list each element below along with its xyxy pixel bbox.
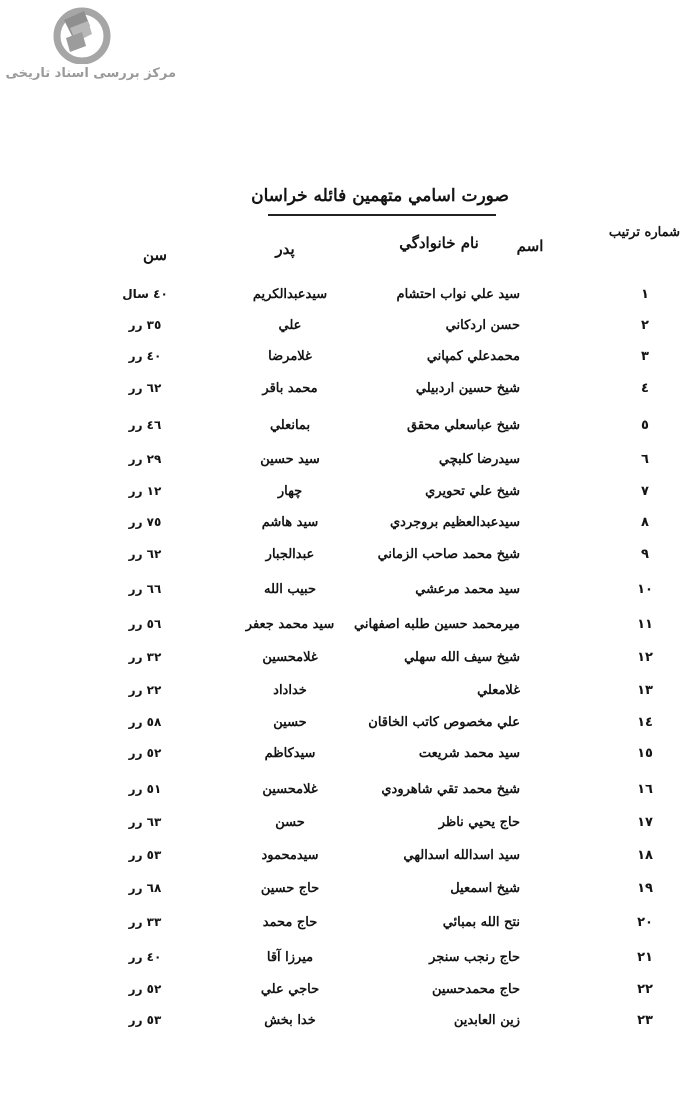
row-father: سيدکاظم: [264, 746, 316, 761]
row-name: سيدعبدالعظيم بروجردي: [390, 515, 520, 530]
row-name: شيخ محمد تقي شاهرودي: [381, 782, 520, 797]
table-row: [0, 950, 700, 974]
row-age: ٤٠ رر: [128, 950, 162, 964]
row-age: ٥٢ رر: [128, 746, 162, 760]
row-father: سيد حسين: [260, 452, 320, 467]
row-age: ٣٥ رر: [128, 318, 162, 332]
table-row: [0, 515, 700, 539]
row-father: ميرزا آقا: [266, 950, 314, 965]
row-name: حاج يحيي ناظر: [438, 815, 520, 830]
row-number: ١٦: [637, 782, 653, 797]
row-age: ٥١ رر: [128, 782, 162, 796]
archive-logo-icon: [50, 6, 114, 64]
column-header-family: نام خانوادگي: [399, 234, 479, 252]
row-age: ٥٨ رر: [128, 715, 162, 729]
row-age: ١٢ رر: [128, 484, 162, 498]
row-father: بمانعلي: [269, 418, 311, 433]
row-father: عبدالجبار: [265, 547, 315, 562]
row-number: ٢٣: [637, 1013, 653, 1028]
table-row: [0, 287, 700, 311]
row-name: شيخ علي تحويري: [425, 484, 520, 499]
row-father: خداداد: [273, 683, 307, 698]
row-number: ٢: [641, 318, 649, 333]
row-name: سيد محمد شريعت: [418, 746, 520, 761]
row-age: ٤٦ رر: [128, 418, 162, 432]
row-name: سيد علي نواب احتشام: [396, 287, 520, 302]
row-age: ٧٥ رر: [128, 515, 162, 529]
table-row: [0, 349, 700, 373]
row-number: ١١: [637, 617, 653, 632]
document-title: صورت اسامي متهمين فائله خراسان: [251, 186, 509, 206]
table-row: [0, 650, 700, 674]
column-header-name: اسم: [516, 237, 544, 255]
table-row: [0, 683, 700, 707]
row-name: حاج رنجب سنجر: [429, 950, 520, 965]
row-age: ٥٦ رر: [128, 617, 162, 631]
row-number: ٦: [641, 452, 649, 467]
table-row: [0, 484, 700, 508]
row-number: ١٨: [637, 848, 653, 863]
row-name: محمدعلي کمپاني: [426, 349, 520, 364]
table-row: [0, 746, 700, 770]
row-number: ٤: [641, 381, 649, 396]
row-age: ٦٢ رر: [128, 381, 162, 395]
row-father: سيد محمد جعفر: [245, 617, 335, 632]
row-father: حبيب الله: [263, 582, 317, 597]
row-name: سيد اسدالله اسدالهي: [403, 848, 520, 863]
row-age: ٣٣ رر: [128, 915, 162, 929]
row-father: غلامحسين: [262, 782, 318, 797]
row-number: ٢٢: [637, 982, 653, 997]
row-number: ٣: [641, 349, 649, 364]
row-name: شيخ سيف الله سهلي: [404, 650, 520, 665]
table-row: [0, 547, 700, 571]
row-father: حاج محمد: [262, 915, 318, 930]
row-name: سيدرضا کلبچي: [438, 452, 520, 467]
row-name: نتح الله بمبائي: [442, 915, 520, 930]
row-number: ٢٠: [637, 915, 653, 930]
row-age: ٦٦ رر: [128, 582, 162, 596]
table-row: [0, 915, 700, 939]
row-age: ٦٨ رر: [128, 881, 162, 895]
row-number: ١٠: [637, 582, 653, 597]
row-number: ١٥: [637, 746, 653, 761]
row-age: ٣٢ رر: [128, 650, 162, 664]
row-number: ٩: [641, 547, 649, 562]
row-age: ٦٢ رر: [128, 547, 162, 561]
row-name: شيخ عباسعلي محقق: [407, 418, 520, 433]
row-number: ٧: [641, 484, 649, 499]
row-father: حسن: [275, 815, 305, 830]
column-header-father: پدر: [275, 240, 295, 258]
row-number: ٢١: [637, 950, 653, 965]
row-number: ١٢: [637, 650, 653, 665]
table-row: [0, 1013, 700, 1037]
row-number: ١٣: [637, 683, 653, 698]
row-number: ٨: [641, 515, 649, 530]
row-number: ١: [641, 287, 649, 302]
row-name: ميرمحمد حسين طلبه اصفهاني: [354, 617, 520, 632]
row-age: ٤٠ رر: [128, 349, 162, 363]
row-father: سيدعبدالكريم: [252, 287, 328, 302]
table-row: [0, 617, 700, 641]
row-father: حسين: [273, 715, 307, 730]
row-age: ٢٩ رر: [128, 452, 162, 466]
table-row: [0, 848, 700, 872]
row-name: سيد محمد مرعشي: [415, 582, 520, 597]
row-father: غلامرضا: [268, 349, 312, 364]
archive-logo-text: مرکز بررسی اسناد تاریخی: [5, 66, 176, 81]
row-number: ١٧: [637, 815, 653, 830]
archive-logo: [6, 6, 176, 88]
row-father: سيد هاشم: [261, 515, 319, 530]
row-age: ٥٢ رر: [128, 982, 162, 996]
row-father: خدا بخش: [264, 1013, 316, 1028]
row-father: سيدمحمود: [261, 848, 319, 863]
row-father: حاج حسين: [260, 881, 320, 896]
column-header-age: سن: [143, 246, 167, 264]
row-name: شيخ اسمعيل: [450, 881, 520, 896]
table-row: [0, 715, 700, 739]
table-row: [0, 418, 700, 442]
table-row: [0, 582, 700, 606]
title-underline: [268, 214, 496, 216]
row-name: علي مخصوص کاتب الخاقان: [368, 715, 520, 730]
table-row: [0, 381, 700, 405]
row-name: شيخ حسين اردبيلي: [415, 381, 520, 396]
row-name: حسن اردکاني: [445, 318, 520, 333]
table-row: [0, 782, 700, 806]
row-name: حاج محمدحسين: [431, 982, 520, 997]
table-row: [0, 815, 700, 839]
row-number: ١٩: [637, 881, 653, 896]
row-age: ٥٣ رر: [128, 1013, 162, 1027]
table-row: [0, 982, 700, 1006]
row-age: ٥٣ رر: [128, 848, 162, 862]
row-father: علي: [278, 318, 302, 333]
row-name: زين العابدين: [453, 1013, 520, 1028]
row-name: شيخ محمد صاحب الزماني: [377, 547, 520, 562]
row-father: حاجي علي: [260, 982, 320, 997]
row-father: غلامحسين: [262, 650, 318, 665]
row-name: غلامعلي: [477, 683, 520, 698]
table-row: [0, 452, 700, 476]
row-father: محمد باقر: [262, 381, 318, 396]
table-row: [0, 318, 700, 342]
row-father: چهار: [277, 484, 303, 499]
row-number: ١٤: [637, 715, 653, 730]
row-age: ٤٠ سال: [122, 287, 168, 301]
table-row: [0, 881, 700, 905]
row-number: ٥: [641, 418, 649, 433]
row-age: ٢٢ رر: [128, 683, 162, 697]
column-header-number: شماره ترتيب: [608, 225, 680, 240]
row-age: ٦٣ رر: [128, 815, 162, 829]
